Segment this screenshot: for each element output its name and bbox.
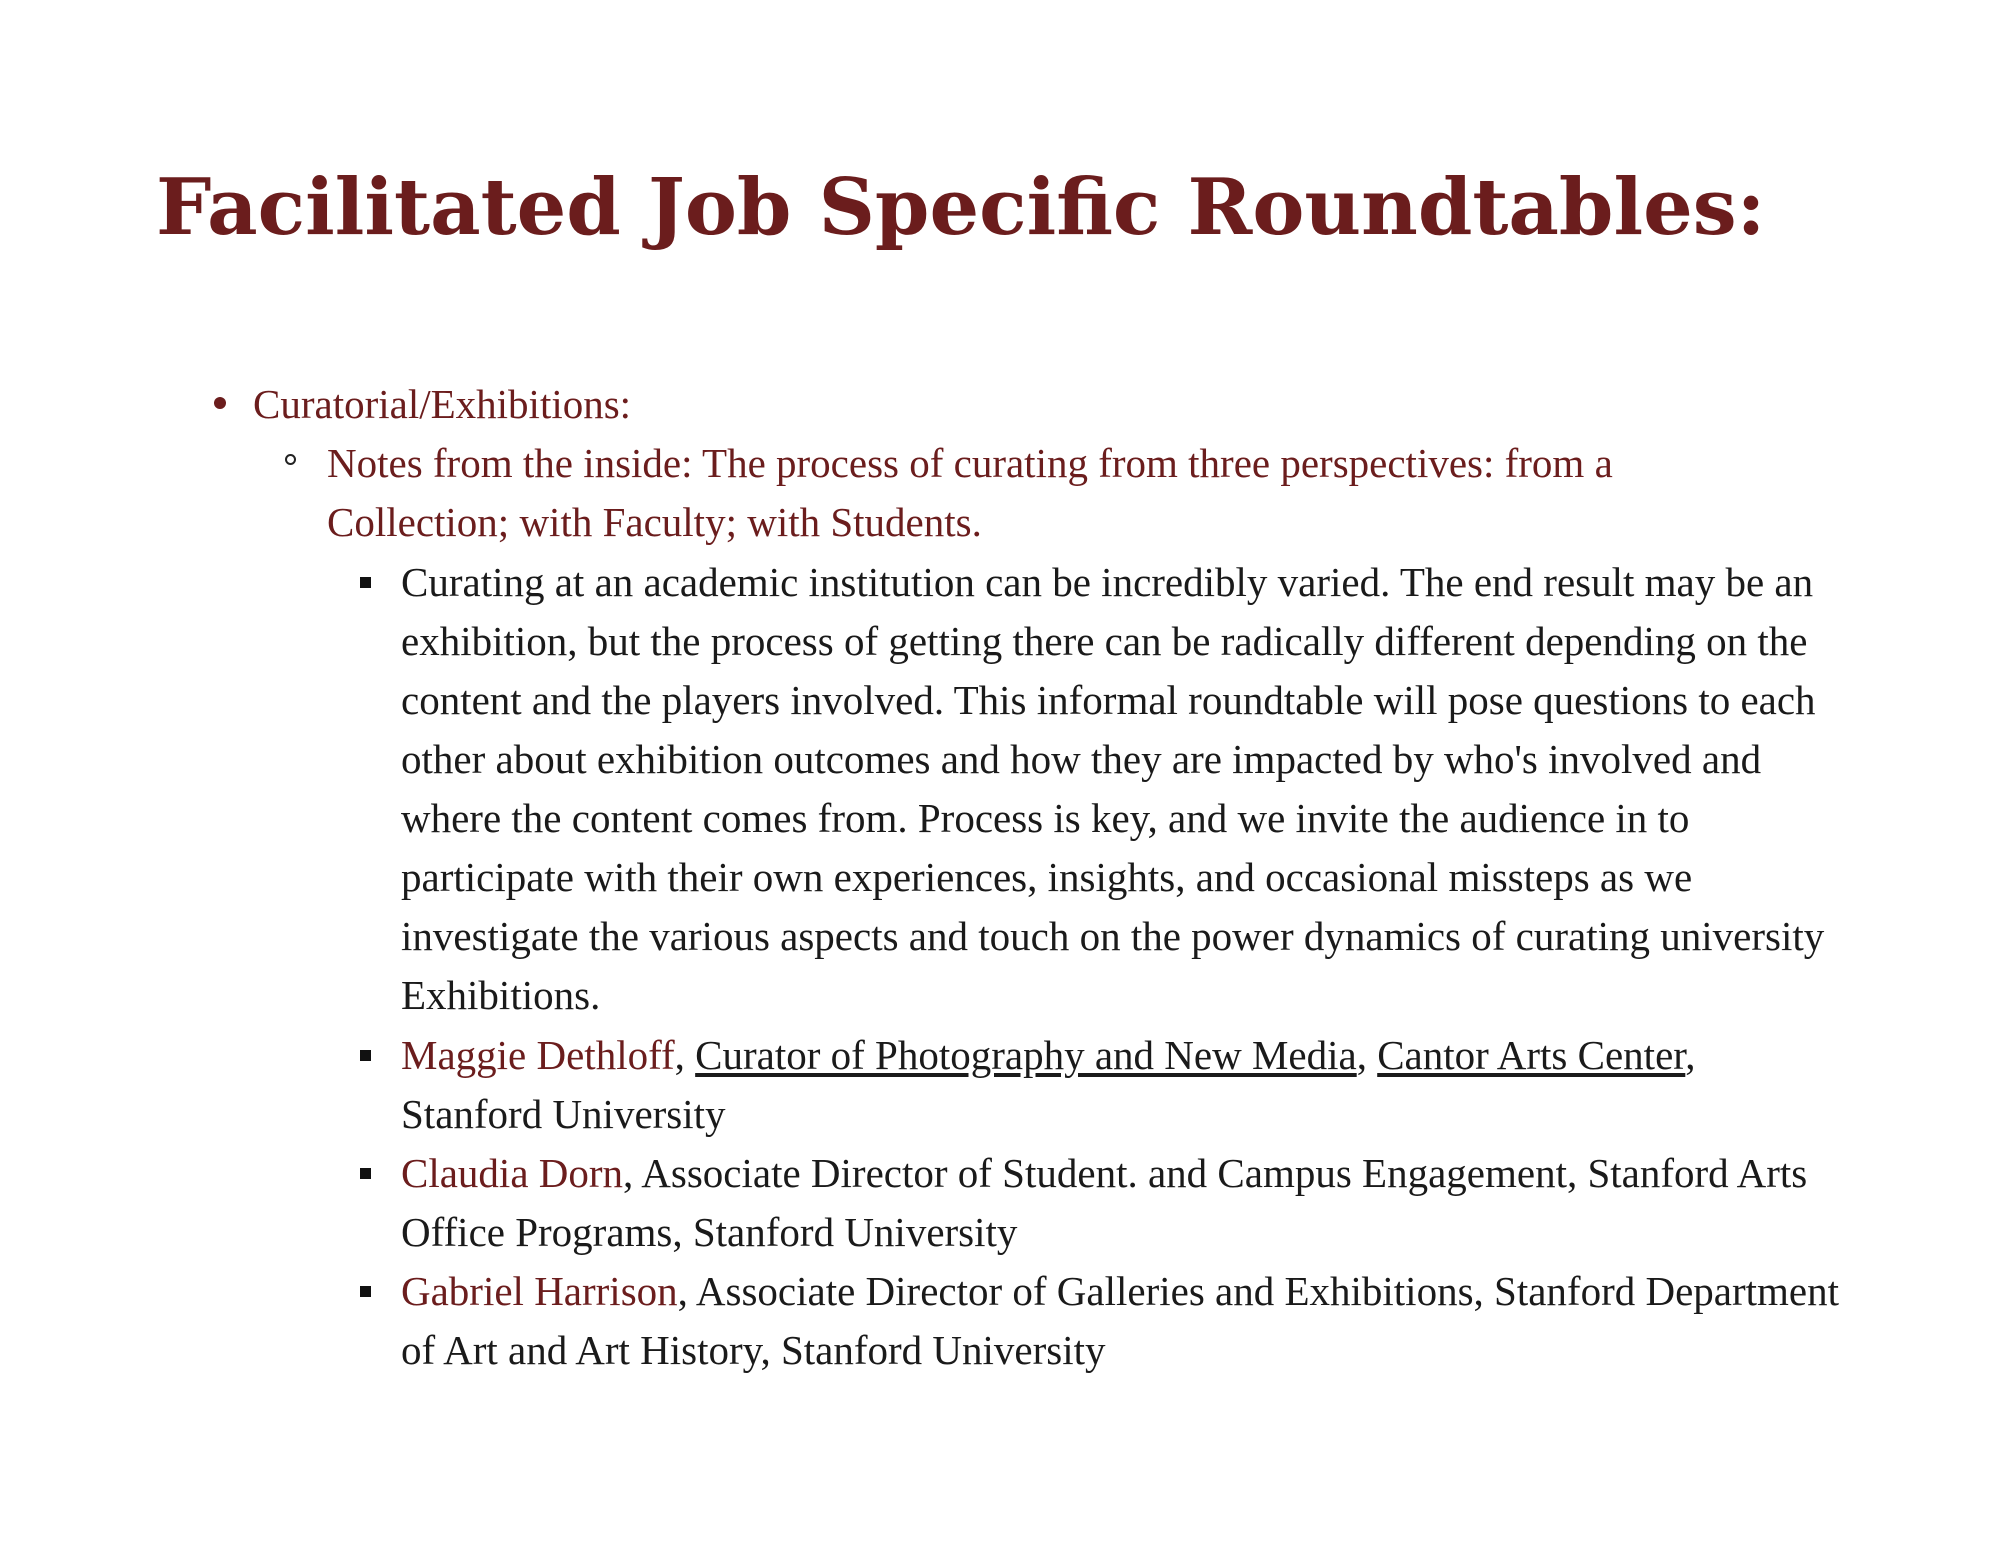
panelist-item: Maggie Dethloff, Curator of Photography and New Media, Cantor Arts Center, Stanford University	[401, 1032, 1696, 1137]
session-title: Notes from the inside: The process of curating from three perspectives: from a Collection; with Faculty; with Students.	[327, 440, 1613, 545]
panelist-item	[401, 1262, 1841, 1380]
bullet-square-icon	[360, 1286, 371, 1297]
panelist-org-link[interactable]: Cantor Arts Center	[1377, 1032, 1686, 1078]
category-heading: Curatorial/Exhibitions:	[253, 381, 632, 427]
panelist-item	[401, 1144, 1841, 1262]
bullet-square-icon	[360, 577, 371, 588]
panelist-affiliation: Stanford University	[401, 1091, 726, 1137]
page-title: Facilitated Job Specific Roundtables:	[156, 162, 1766, 253]
bullet-square-icon	[360, 1168, 371, 1179]
panelist-role-link[interactable]: Curator of Photography and New Media	[695, 1032, 1357, 1078]
panelist-name: Gabriel Harrison	[401, 1268, 678, 1314]
panelist-details: , Associate Director of Galleries and Exhibitions, Stanford Department of Art and Art History, Stanford University	[401, 1268, 1840, 1373]
panelist-details: , Associate Director of Student. and Campus Engagement, Stanford Arts Office Programs, Stanford University	[401, 1150, 1808, 1255]
bullet-square-icon	[360, 1050, 371, 1061]
panelist-name: Claudia Dorn	[401, 1150, 624, 1196]
session-description: Curating at an academic institution can be incredibly varied. The end result may be an exhibition, but the process of getting there can be radically different depending on the content and the players involved. This informal roundtable will pose questions to each other about exhibition outcomes and how they are impacted by who's involved and where the content comes from. Process is key, and we invite the audience in to participate with their own experiences, insights, and occasional missteps as we investigate the various aspects and touch on the power dynamics of curating university Exhibitions.	[401, 559, 1825, 1018]
bullet-disc-icon	[214, 397, 226, 409]
bullet-circle-icon	[285, 454, 296, 465]
panelist-name: Maggie Dethloff	[401, 1032, 675, 1078]
